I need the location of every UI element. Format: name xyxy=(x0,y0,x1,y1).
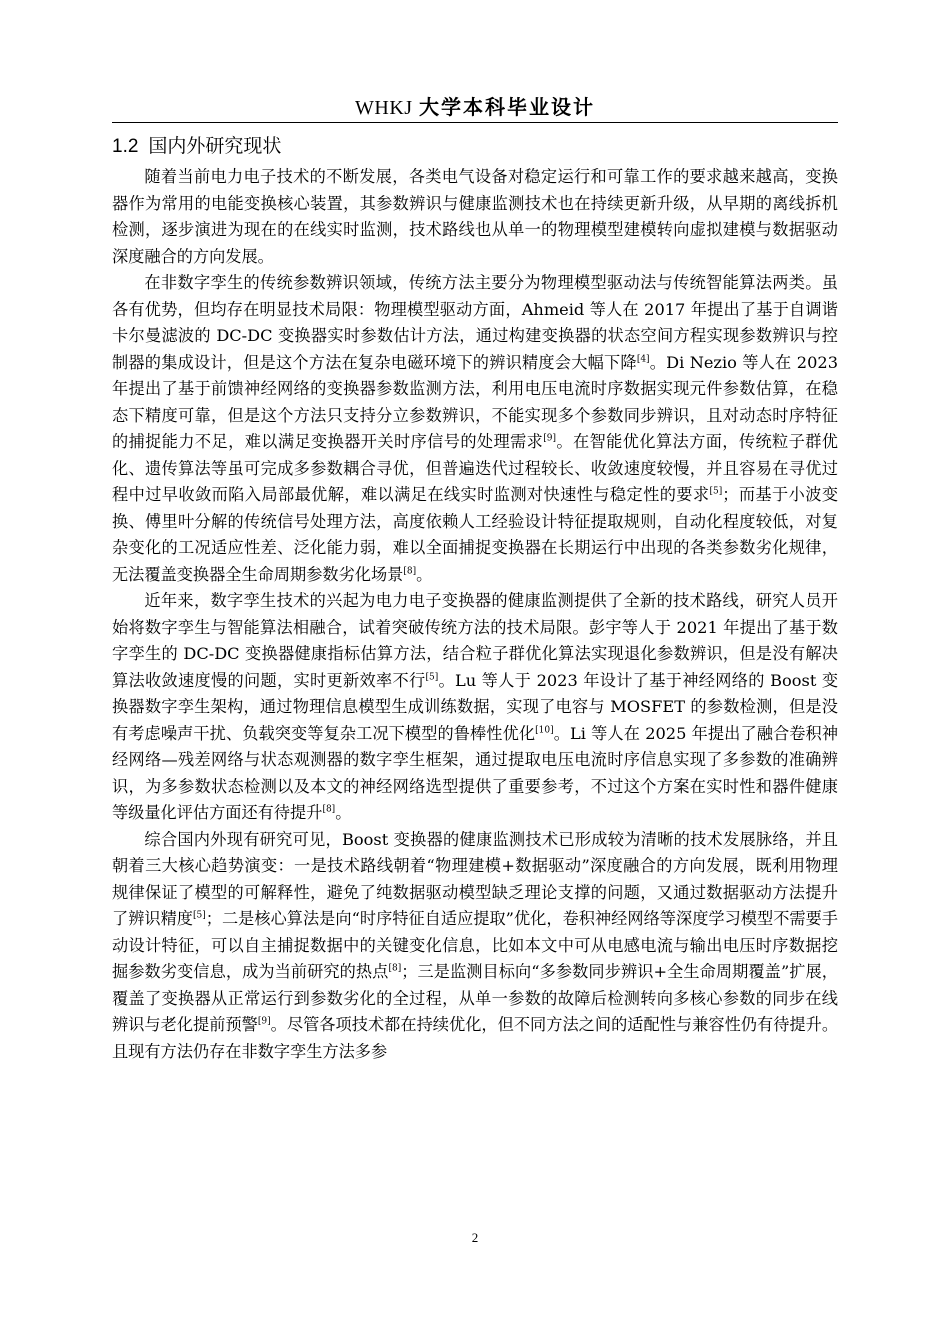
paragraph-text: 。 xyxy=(335,803,352,822)
paragraph-text: 随着当前电力电子技术的不断发展，各类电气设备对稳定运行和可靠工作的要求越来越高，变换器作为常用的电能变换核心装置，其参数辨识与健康监测技术也在持续更新升级，从早期的离线拆机检测，逐步演进为现在的在线实时监测，技术路线也从单一的物理模型建模转向虚拟建模与数据驱动深度融合的方向发展。 xyxy=(112,167,838,266)
page-number: 2 xyxy=(471,1230,479,1245)
paragraph-text: 。尽管各项技术都在持续优化，但不同方法之间的适配性与兼容性仍有待提升。且现有方法仍存在非数字孪生方法多参 xyxy=(112,1015,839,1061)
citation: [8] xyxy=(403,566,417,577)
paragraph-text: 。在智能优化算法方面，传统粒子群优化、遗传算法等虽可完成多参数耦合寻优，但普遍迭代过程较长、收敛速度较慢，并且容易在寻优过程中过早收敛而陷入局部最优解，难以满足在线实时监测对快速性与稳定性的要求 xyxy=(112,432,838,504)
citation: [9] xyxy=(257,1016,271,1027)
citation: [5] xyxy=(425,672,439,683)
paragraph-text: 。Li 等人在 2025 年提出了融合卷积神经网络—残差网络与状态观测器的数字孪生框架，通过提取电压电流时序信息实现了多参数的准确辨识，为多参数状态检测以及本文的神经网络选型提供了重要参考，不过这个方案在实时性和器件健康等级量化评估方面还有待提升 xyxy=(112,723,839,822)
paragraph-text: 综合国内外现有研究可见，Boost 变换器的健康监测技术已形成较为清晰的技术发展脉络，并且朝着三大核心趋势演变：一是技术路线朝着“物理建模+数据驱动”深度融合的方向发展，既利用物理规律保证了模型的可解释性，避免了纯数据驱动模型缺乏理论支撑的问题，又通过数据驱动方法提升了辨识精度 xyxy=(112,829,838,928)
paragraph xyxy=(112,270,838,588)
header-school: WHKJ xyxy=(355,97,413,119)
citation: [8] xyxy=(388,963,402,974)
citation: [8] xyxy=(322,804,336,815)
paragraph-text: 。Di Nezio 等人在 2023 年提出了基于前馈神经网络的变换器参数监测方法，利用电压电流时序数据实现元件参数估算，在稳态下精度可靠，但是这个方法只支持分立参数辨识，不能实现多个参数同步辨识，且对动态时序特征的捕捉能力不足，难以满足变换器开关时序信号的处理需求 xyxy=(112,352,838,451)
section-number: 1.2 xyxy=(112,136,139,157)
paragraph-text: 在非数字孪生的传统参数辨识领域，传统方法主要分为物理模型驱动法与传统智能算法两类。虽各有优势，但均存在明显技术局限：物理模型驱动方面，Ahmeid 等人在 2017 年提出了基于自调谐卡尔曼滤波的 DC-DC 变换器实时参数估计方法，通过构建变换器的状态空间方程实现参数辨识与控制器的集成设计，但是这个方法在复杂电磁环境下的辨识精度会大幅下降 xyxy=(112,273,838,372)
paragraph-text: 近年来，数字孪生技术的兴起为电力电子变换器的健康监测提供了全新的技术路线，研究人员开始将数字孪生与智能算法相融合，试着突破传统方法的技术局限。彭宇等人于 2021 年提出了基于数字孪生的 DC-DC 变换器健康指标估算方法，结合粒子群优化算法实现退化参数辨识，但是没有解决算法收敛速度慢的问题，实时更新效率不行 xyxy=(112,591,838,690)
section-title xyxy=(112,131,281,162)
paragraph-text: ；而基于小波变换、傅里叶分解的传统信号处理方法，高度依赖人工经验设计特征提取规则，自动化程度较低，对复杂变化的工况适应性差、泛化能力弱，难以全面捕捉变换器在长期运行中出现的各类参数劣化规律，无法覆盖变换器全生命周期参数劣化场景 xyxy=(112,485,839,584)
paragraph xyxy=(112,588,838,827)
citation: [9] xyxy=(543,433,557,444)
paragraph-text: 。 xyxy=(416,564,433,584)
body-text xyxy=(112,164,838,1065)
citation: [5] xyxy=(193,910,206,921)
paragraph xyxy=(112,827,838,1066)
paragraph-text: ；三是监测目标向“多参数同步辨识+全生命周期覆盖”扩展，覆盖了变换器从正常运行到参数劣化的全过程，从单一参数的故障后检测转向多核心参数的同步在线辨识与老化提前预警 xyxy=(112,962,838,1034)
citation: [4] xyxy=(636,354,650,365)
header-doc-type: 大学本科毕业设计 xyxy=(418,95,595,119)
citation: [10] xyxy=(535,725,554,736)
section-title-text: 国内外研究现状 xyxy=(148,135,282,157)
paragraph-text: ；二是核心算法是向“时序特征自适应提取”优化，卷积神经网络等深度学习模型不需要手动设计特征，可以自主捕捉数据中的关键变化信息，比如本文中可从电感电流与输出电压时序数据挖掘参数劣变信息，成为当前研究的热点 xyxy=(112,909,838,981)
paragraph xyxy=(112,164,838,270)
citation: [5] xyxy=(709,486,723,497)
paragraph-text: 。Lu 等人于 2023 年设计了基于神经网络的 Boost 变换器数字孪生架构，通过物理信息模型生成训练数据，实现了电容与 MOSFET 的参数检测，但是没有考虑噪声干扰、负载突变等复杂工况下模型的鲁棒性优化 xyxy=(112,670,839,743)
page-header xyxy=(112,92,838,123)
